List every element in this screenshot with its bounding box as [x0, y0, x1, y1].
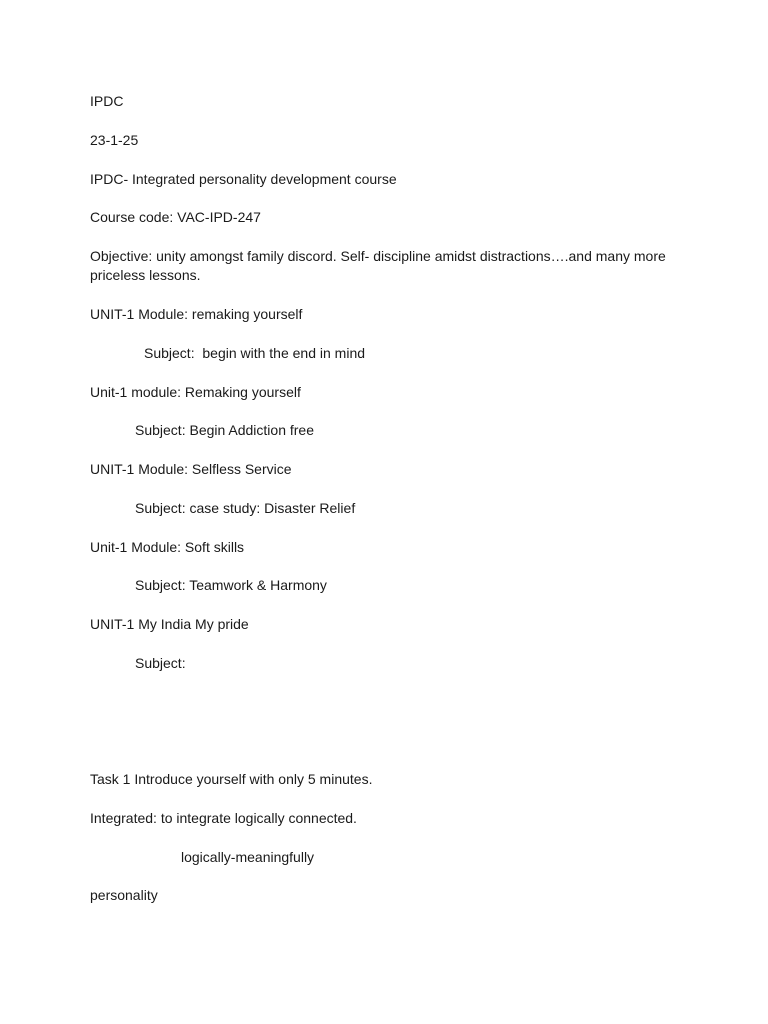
course-objective: Objective: unity amongst family discord. Self- discipline amidst distractions….and many more priceless lessons. — [90, 248, 670, 283]
personality-heading: personality — [90, 887, 158, 903]
document-title: IPDC — [90, 93, 124, 109]
unit-subject-1: Subject: begin with the end in mind — [144, 345, 366, 361]
task-line: Task 1 Introduce yourself with only 5 minutes. — [90, 771, 373, 787]
document-date: 23-1-25 — [90, 132, 139, 148]
unit-subject-4: Subject: Teamwork & Harmony — [135, 577, 327, 593]
unit-module-5: UNIT-1 My India My pride — [90, 616, 249, 632]
unit-module-4: Unit-1 Module: Soft skills — [90, 539, 245, 555]
integrated-note: logically-meaningfully — [181, 849, 315, 865]
unit-module-2: Unit-1 module: Remaking yourself — [90, 384, 301, 400]
unit-subject-3: Subject: case study: Disaster Relief — [135, 500, 356, 516]
unit-subject-2: Subject: Begin Addiction free — [135, 422, 315, 438]
unit-module-3: UNIT-1 Module: Selfless Service — [90, 461, 292, 477]
unit-subject-5: Subject: — [135, 655, 186, 671]
course-code: Course code: VAC-IPD-247 — [90, 209, 261, 225]
integrated-definition: Integrated: to integrate logically connected. — [90, 810, 357, 826]
unit-module-1: UNIT-1 Module: remaking yourself — [90, 306, 303, 322]
course-full-name: IPDC- Integrated personality development course — [90, 171, 397, 187]
